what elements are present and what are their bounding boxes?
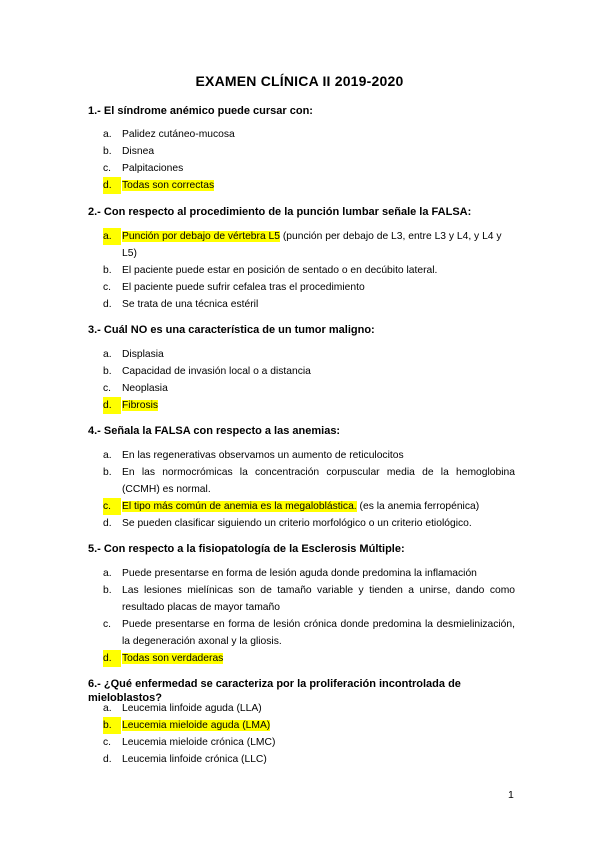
question-3 — [88, 323, 528, 337]
question-number: 2.- — [88, 206, 101, 218]
option-text: Las lesiones mielínicas son de tamaño variable y tienden a unirse, dando como resultado placas de mayor tamaño — [122, 585, 515, 613]
question-text: Cuál NO es una característica de un tumor maligno: — [103, 324, 375, 336]
option-3c — [103, 380, 515, 397]
option-5d — [103, 650, 515, 667]
option-1d — [103, 177, 515, 194]
option-text: Leucemia linfoide crónica (LLC) — [122, 754, 267, 765]
option-letter: d. — [103, 754, 112, 765]
option-3a — [103, 346, 515, 363]
option-text: Capacidad de invasión local o a distancia — [122, 366, 311, 377]
option-letter: d. — [103, 177, 121, 194]
option-letter: b. — [103, 585, 112, 596]
option-text: Neoplasia — [122, 383, 168, 394]
option-text-highlighted: Todas son verdaderas — [122, 653, 224, 664]
option-letter: a. — [103, 349, 112, 360]
question-text: Con respecto a la fisiopatología de la Esclerosis Múltiple: — [103, 543, 405, 555]
option-letter: c. — [103, 163, 112, 174]
option-text: Palpitaciones — [122, 163, 184, 174]
option-text-highlighted: Todas son correctas — [122, 180, 215, 191]
option-text: El paciente puede estar en posición de sentado o en decúbito lateral. — [122, 265, 438, 276]
question-1 — [88, 104, 528, 118]
question-number: 5.- — [88, 543, 101, 555]
question-text: ¿Qué enfermedad se caracteriza por la proliferación incontrolada de mieloblastos? — [88, 678, 461, 704]
option-1a — [103, 126, 515, 143]
question-4 — [88, 424, 528, 438]
question-number: 6.- — [88, 678, 101, 690]
option-letter: a. — [103, 450, 112, 461]
option-6c — [103, 734, 515, 751]
exam-title: EXAMEN CLÍNICA II 2019-2020 — [195, 73, 404, 89]
option-3d — [103, 397, 515, 414]
option-annotation: (es la anemia ferropénica) — [356, 501, 480, 512]
option-letter: b. — [103, 366, 112, 377]
option-letter: d. — [103, 650, 121, 667]
option-letter: d. — [103, 299, 112, 310]
option-text: Puede presentarse en forma de lesión crónica donde predomina la desmielinización, la degeneración axonal y la gliosis. — [122, 619, 515, 647]
question-number: 3.- — [88, 324, 101, 336]
option-letter: b. — [103, 265, 112, 276]
question-text: Con respecto al procedimiento de la punción lumbar señale la FALSA: — [103, 206, 472, 218]
option-letter: c. — [103, 498, 121, 515]
question-5 — [88, 542, 528, 556]
option-3b — [103, 363, 515, 380]
option-text: Disnea — [122, 146, 155, 157]
option-4d — [103, 515, 515, 532]
option-text: El paciente puede sufrir cefalea tras el procedimiento — [122, 282, 365, 293]
option-5c — [103, 616, 515, 650]
option-text-highlighted: Fibrosis — [122, 400, 159, 411]
option-text: Palidez cutáneo-mucosa — [122, 129, 235, 140]
option-letter: a. — [103, 228, 121, 245]
option-1b — [103, 143, 515, 160]
option-text: Se pueden clasificar siguiendo un criterio morfológico o un criterio etiológico. — [122, 518, 472, 529]
option-letter: c. — [103, 737, 112, 748]
option-text: Leucemia linfoide aguda (LLA) — [122, 703, 262, 714]
option-6a — [103, 700, 515, 717]
option-letter: c. — [103, 383, 112, 394]
option-text: Puede presentarse en forma de lesión aguda donde predomina la inflamación — [122, 568, 477, 579]
option-letter: a. — [103, 129, 112, 140]
option-5a — [103, 565, 515, 582]
option-annotation: (punción per debajo de L3, entre L3 y L4, y L4 y L5) — [122, 231, 502, 259]
option-letter: d. — [103, 518, 112, 529]
option-6d — [103, 751, 515, 768]
option-2a — [103, 228, 515, 262]
option-letter: d. — [103, 397, 121, 414]
option-4b — [103, 464, 515, 498]
option-letter: a. — [103, 568, 112, 579]
question-text: Señala la FALSA con respecto a las anemias: — [103, 425, 341, 437]
option-text: Se trata de una técnica estéril — [122, 299, 259, 310]
option-text: Displasia — [122, 349, 164, 360]
option-4a — [103, 447, 515, 464]
option-text-highlighted: Punción por debajo de vértebra L5 — [122, 231, 280, 242]
option-text: En las normocrómicas la concentración corpuscular media de la hemoglobina (CCMH) es normal. — [122, 467, 515, 495]
option-letter: c. — [103, 619, 112, 630]
option-letter: a. — [103, 703, 112, 714]
option-letter: c. — [103, 282, 112, 293]
option-5b — [103, 582, 515, 616]
question-number: 1.- — [88, 105, 101, 117]
option-1c — [103, 160, 515, 177]
question-text: El síndrome anémico puede cursar con: — [103, 105, 313, 117]
option-2c — [103, 279, 515, 296]
option-text-highlighted: El tipo más común de anemia es la megaloblástica. — [122, 501, 357, 512]
option-letter: b. — [103, 717, 121, 734]
option-2d — [103, 296, 515, 313]
question-2 — [88, 205, 528, 219]
option-text: Leucemia mieloide crónica (LMC) — [122, 737, 276, 748]
option-text: En las regenerativas observamos un aumento de reticulocitos — [122, 450, 404, 461]
option-6b — [103, 717, 515, 734]
question-number: 4.- — [88, 425, 101, 437]
option-letter: b. — [103, 467, 112, 478]
page-number: 1 — [508, 789, 514, 801]
option-letter: b. — [103, 146, 112, 157]
option-2b — [103, 262, 515, 279]
option-4c — [103, 498, 515, 515]
option-text-highlighted: Leucemia mieloide aguda (LMA) — [122, 720, 271, 731]
